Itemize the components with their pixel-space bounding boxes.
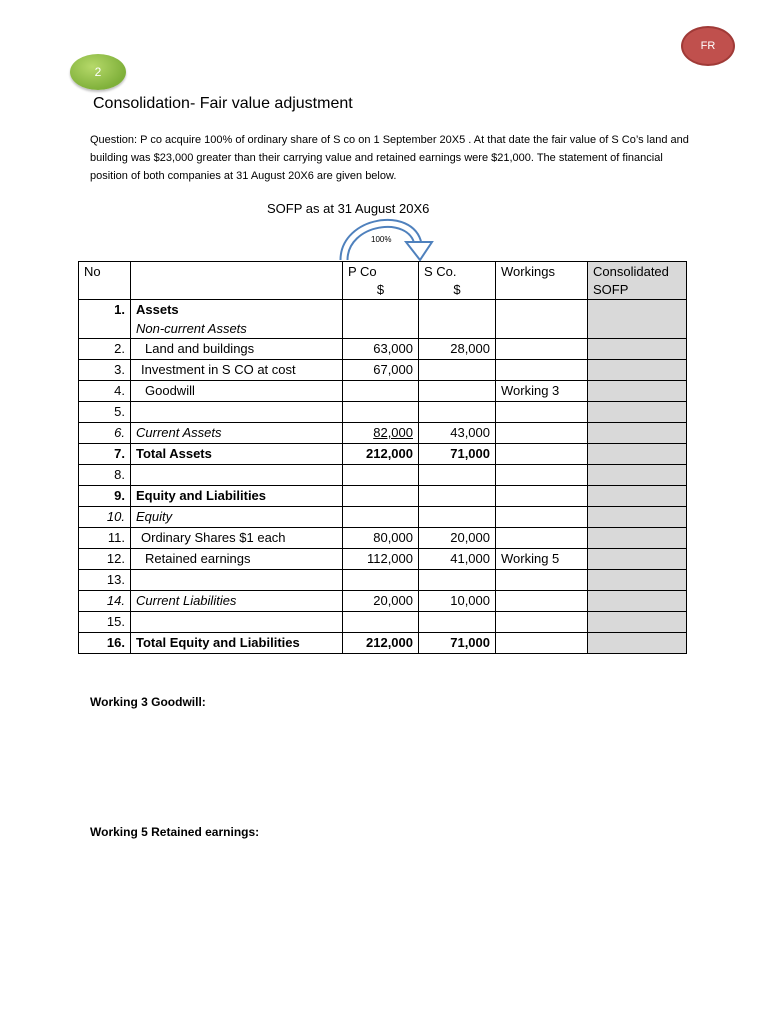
row-sco: 41,000 xyxy=(419,549,496,570)
row-sco: 71,000 xyxy=(419,444,496,465)
row-pco xyxy=(343,465,419,486)
table-row xyxy=(79,423,687,444)
row-consolidated[interactable] xyxy=(588,300,687,339)
header-pco-label: P Co xyxy=(348,264,377,279)
row-desc-subheading: Non-current Assets xyxy=(136,321,247,336)
table-row xyxy=(79,612,687,633)
table-row xyxy=(79,528,687,549)
row-desc xyxy=(131,570,343,591)
row-workings xyxy=(496,591,588,612)
row-no: 12. xyxy=(79,549,131,570)
row-workings xyxy=(496,528,588,549)
table-row xyxy=(79,633,687,654)
row-workings xyxy=(496,402,588,423)
row-pco xyxy=(343,486,419,507)
row-consolidated[interactable] xyxy=(588,339,687,360)
sofp-table xyxy=(78,261,687,654)
row-sco: 43,000 xyxy=(419,423,496,444)
row-consolidated[interactable] xyxy=(588,528,687,549)
row-consolidated[interactable] xyxy=(588,570,687,591)
row-workings: Working 3 xyxy=(496,381,588,402)
row-pco: 80,000 xyxy=(343,528,419,549)
row-workings: Working 5 xyxy=(496,549,588,570)
row-workings xyxy=(496,465,588,486)
table-row xyxy=(79,444,687,465)
table-row xyxy=(79,507,687,528)
header-pco-unit: $ xyxy=(376,282,385,297)
row-pco: 63,000 xyxy=(343,339,419,360)
row-no: 15. xyxy=(79,612,131,633)
row-workings xyxy=(496,633,588,654)
row-sco xyxy=(419,465,496,486)
row-consolidated[interactable] xyxy=(588,465,687,486)
row-consolidated[interactable] xyxy=(588,381,687,402)
header-sco xyxy=(419,262,496,300)
row-consolidated[interactable] xyxy=(588,423,687,444)
table-row xyxy=(79,300,687,339)
header-consolidated: Consolidated SOFP xyxy=(588,262,687,300)
row-sco xyxy=(419,402,496,423)
row-sco xyxy=(419,360,496,381)
header-sco-unit: $ xyxy=(453,282,461,297)
row-consolidated[interactable] xyxy=(588,444,687,465)
row-consolidated[interactable] xyxy=(588,507,687,528)
row-pco xyxy=(343,381,419,402)
row-sco xyxy=(419,381,496,402)
row-desc xyxy=(131,612,343,633)
row-workings xyxy=(496,423,588,444)
row-sco xyxy=(419,612,496,633)
header-no: No xyxy=(79,262,131,300)
row-consolidated[interactable] xyxy=(588,486,687,507)
row-consolidated[interactable] xyxy=(588,591,687,612)
row-pco: 212,000 xyxy=(343,633,419,654)
table-header-row xyxy=(79,262,687,300)
row-desc xyxy=(131,300,343,339)
table-row xyxy=(79,570,687,591)
working-3-title: Working 3 Goodwill: xyxy=(90,695,206,709)
table-row xyxy=(79,591,687,612)
table-row xyxy=(79,549,687,570)
working-5-title: Working 5 Retained earnings: xyxy=(90,825,260,839)
row-no: 6. xyxy=(79,423,131,444)
row-no: 11. xyxy=(79,528,131,549)
row-sco xyxy=(419,300,496,339)
question-text: Question: P co acquire 100% of ordinary share of S co on 1 September 20X5 . At that date the fair value of S Co’s land and building was $23,000 greater than their carrying value and retained earnings were $21,000. The statement of financial position of both companies at 31 August 20X6 are given below. xyxy=(90,134,689,182)
row-no: 2. xyxy=(79,339,131,360)
row-sco: 20,000 xyxy=(419,528,496,549)
header-desc xyxy=(131,262,343,300)
row-pco: 67,000 xyxy=(343,360,419,381)
row-no: 16. xyxy=(79,633,131,654)
row-pco: 112,000 xyxy=(343,549,419,570)
row-desc: Ordinary Shares $1 each xyxy=(131,528,343,549)
row-no: 10. xyxy=(79,507,131,528)
row-no: 9. xyxy=(79,486,131,507)
row-consolidated[interactable] xyxy=(588,549,687,570)
row-no: 1. xyxy=(79,300,131,339)
row-desc: Equity xyxy=(131,507,343,528)
arrow-label: 100% xyxy=(371,235,392,244)
row-desc xyxy=(131,465,343,486)
row-desc xyxy=(131,402,343,423)
header-sco-label: S Co. xyxy=(424,264,457,279)
row-pco-value: 82,000 xyxy=(373,425,413,440)
sofp-title: SOFP as at 31 August 20X6 xyxy=(267,201,430,216)
row-workings xyxy=(496,507,588,528)
row-consolidated[interactable] xyxy=(588,402,687,423)
row-workings xyxy=(496,300,588,339)
row-no: 7. xyxy=(79,444,131,465)
row-workings xyxy=(496,612,588,633)
table-row xyxy=(79,465,687,486)
row-consolidated[interactable] xyxy=(588,612,687,633)
table-row xyxy=(79,402,687,423)
row-consolidated[interactable] xyxy=(588,633,687,654)
row-desc: Investment in S CO at cost xyxy=(131,360,343,381)
header-pco xyxy=(343,262,419,300)
page-title: Consolidation- Fair value adjustment xyxy=(93,95,353,112)
row-pco: 212,000 xyxy=(343,444,419,465)
row-pco xyxy=(343,507,419,528)
page-number-badge: 2 xyxy=(70,54,126,90)
table-row xyxy=(79,486,687,507)
row-desc: Current Liabilities xyxy=(131,591,343,612)
table-row xyxy=(79,339,687,360)
row-no: 3. xyxy=(79,360,131,381)
row-desc: Retained earnings xyxy=(131,549,343,570)
row-pco xyxy=(343,612,419,633)
row-sco: 71,000 xyxy=(419,633,496,654)
row-consolidated[interactable] xyxy=(588,360,687,381)
row-sco xyxy=(419,507,496,528)
row-sco: 28,000 xyxy=(419,339,496,360)
row-pco xyxy=(343,423,419,444)
row-desc-heading: Assets xyxy=(136,302,179,317)
header-workings: Workings xyxy=(496,262,588,300)
row-desc: Total Equity and Liabilities xyxy=(131,633,343,654)
row-desc: Land and buildings xyxy=(131,339,343,360)
row-workings xyxy=(496,360,588,381)
row-pco xyxy=(343,402,419,423)
row-no: 13. xyxy=(79,570,131,591)
row-no: 8. xyxy=(79,465,131,486)
row-pco: 20,000 xyxy=(343,591,419,612)
row-workings xyxy=(496,339,588,360)
row-no: 4. xyxy=(79,381,131,402)
row-desc: Current Assets xyxy=(131,423,343,444)
row-no: 5. xyxy=(79,402,131,423)
row-desc: Total Assets xyxy=(131,444,343,465)
row-sco xyxy=(419,486,496,507)
row-sco: 10,000 xyxy=(419,591,496,612)
fr-badge: FR xyxy=(681,26,735,66)
table-row xyxy=(79,360,687,381)
row-sco xyxy=(419,570,496,591)
row-workings xyxy=(496,486,588,507)
row-pco xyxy=(343,570,419,591)
row-desc: Goodwill xyxy=(131,381,343,402)
row-pco xyxy=(343,300,419,339)
row-workings xyxy=(496,444,588,465)
row-desc: Equity and Liabilities xyxy=(131,486,343,507)
row-workings xyxy=(496,570,588,591)
row-no: 14. xyxy=(79,591,131,612)
table-row xyxy=(79,381,687,402)
